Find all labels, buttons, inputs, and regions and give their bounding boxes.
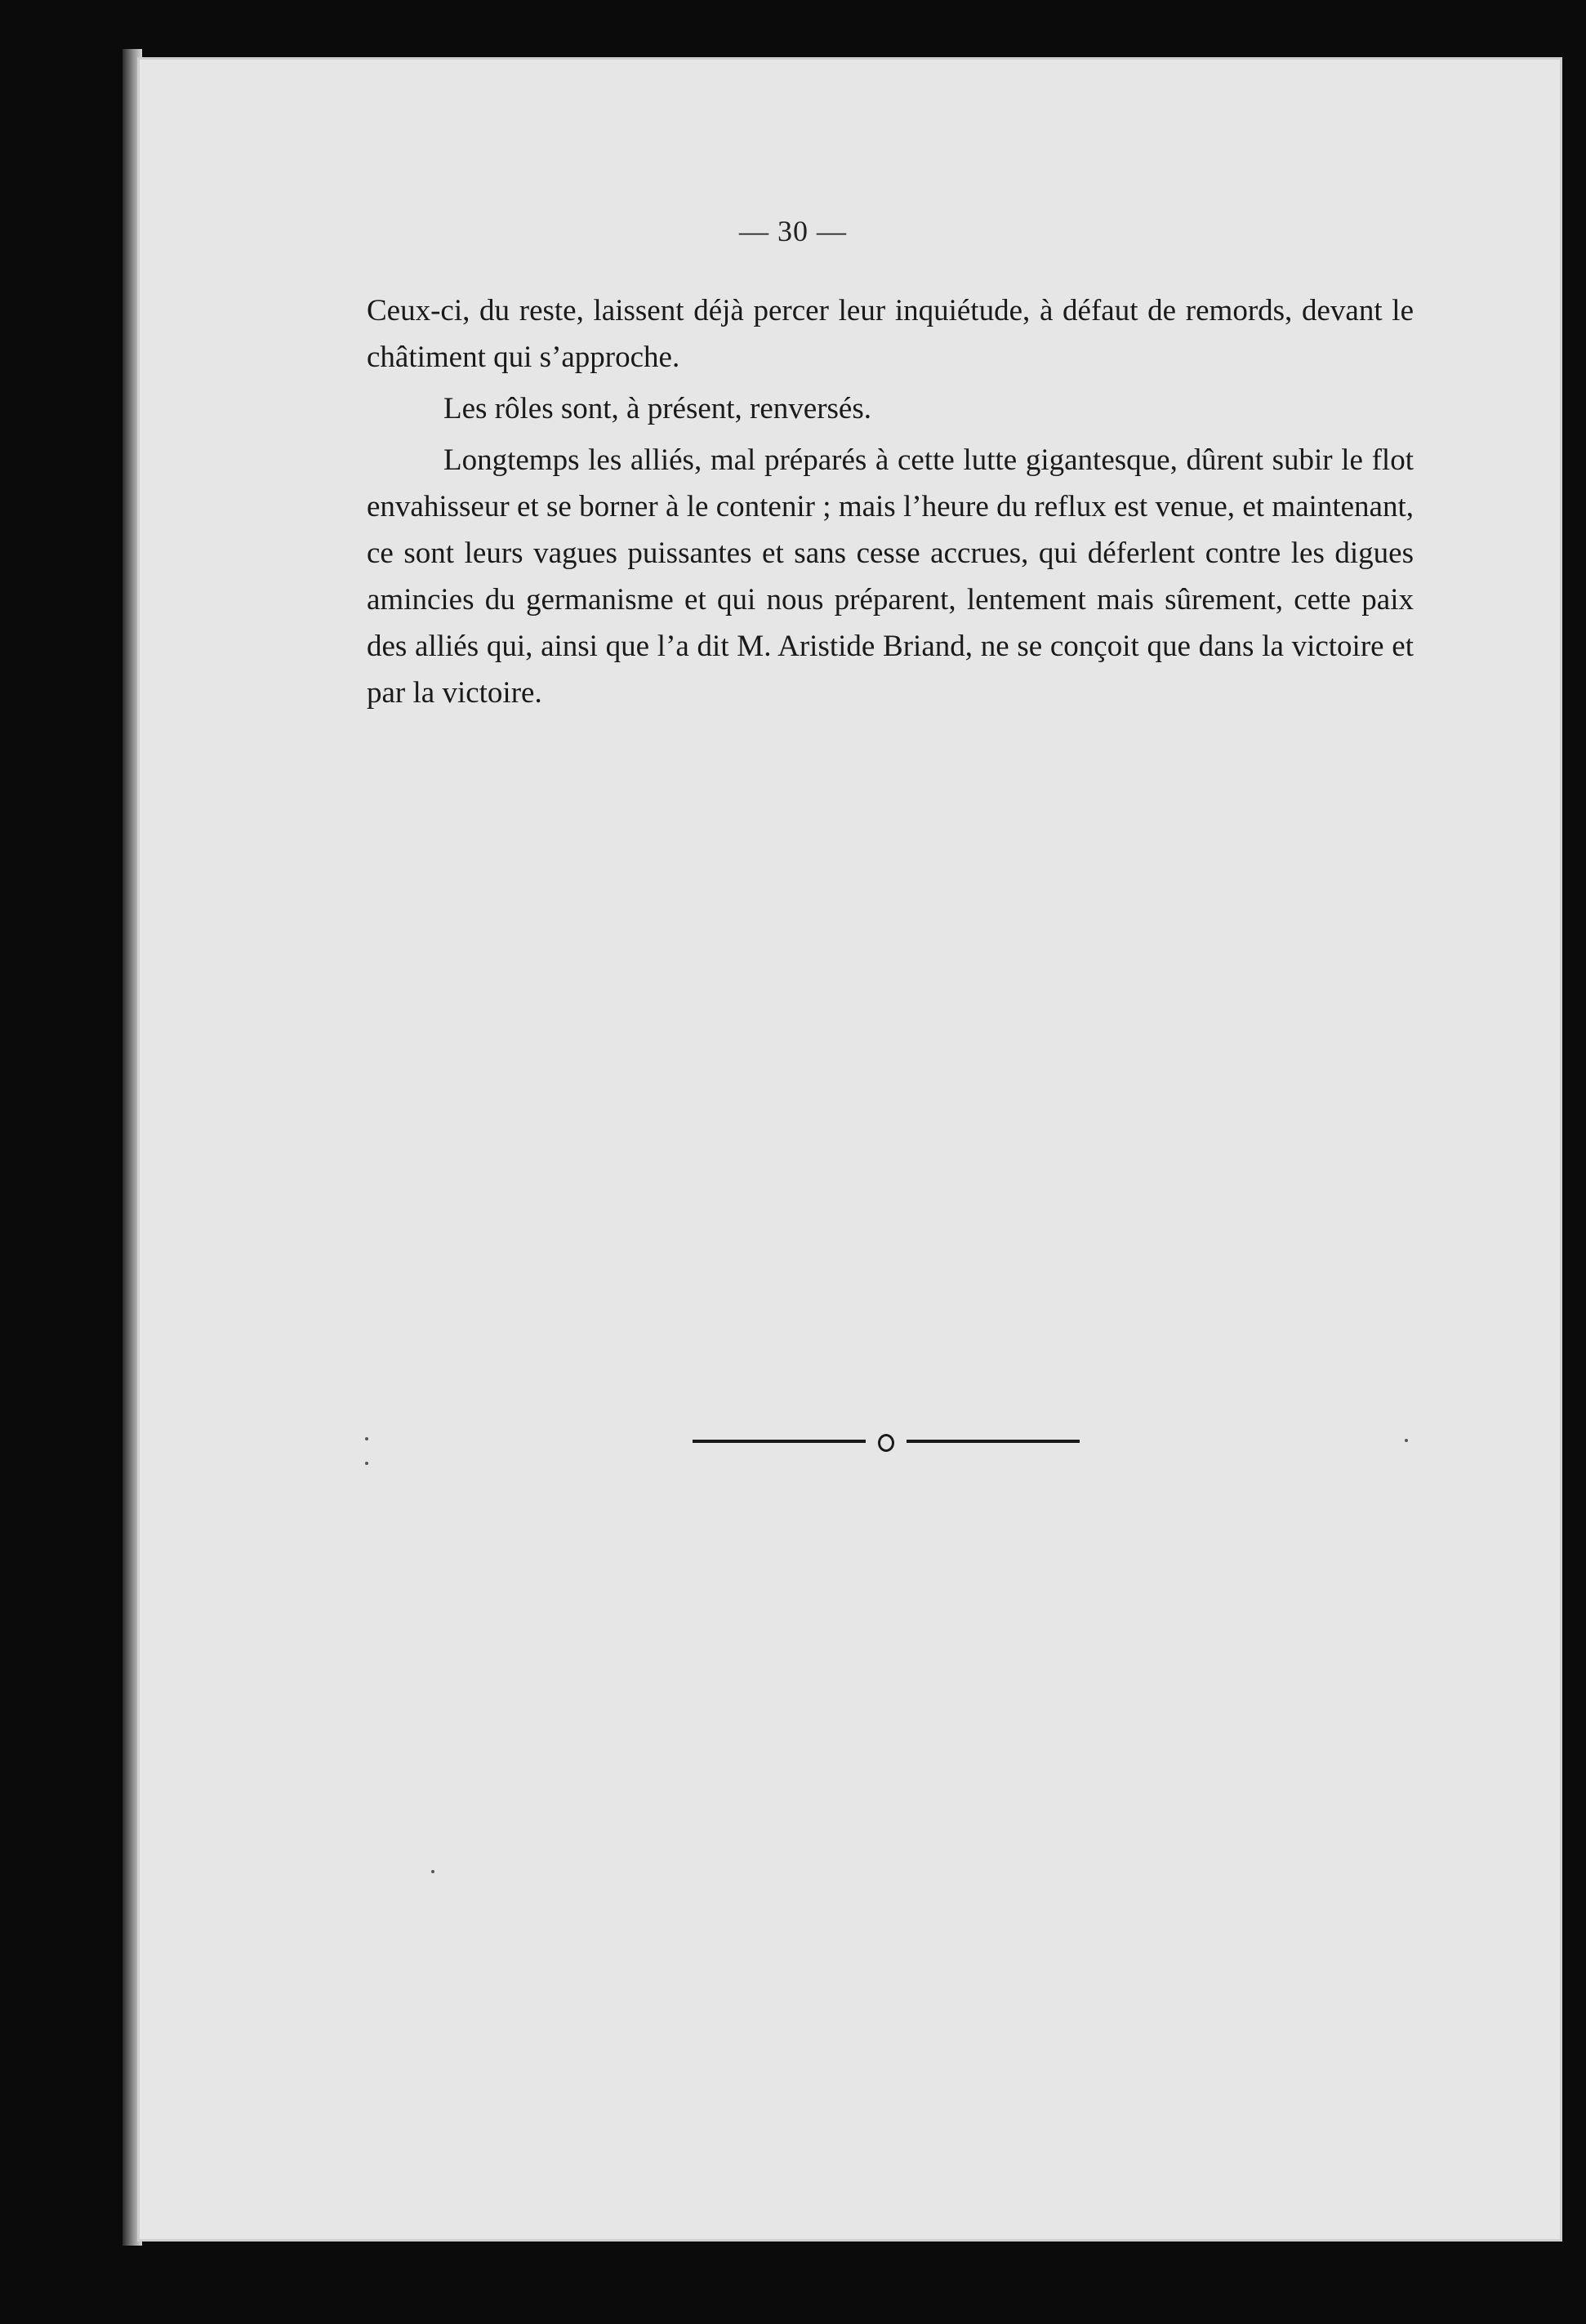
scan-speck [365,1462,368,1465]
body-text [367,287,1414,721]
ornament-rule-right [907,1440,1080,1443]
page-number: — 30 — [739,215,847,247]
paragraph-3: Longtemps les alliés, mal préparés à cette lutte gigantesque, dûrent subir le flot envahisseur et se borner à le contenir ; mais l’heure du reflux est venue, et maintenant, ce sont leurs vagues puissantes et sans cesse accrues, qui déferlent contre les digues amincies du germanisme et qui nous préparent, lentement mais sûrement, cette paix des alliés qui, ainsi que l’a dit M. Aristide Briand, ne se conçoit que dans la victoire et par la victoire. [367,443,1414,710]
scan-speck [365,1437,368,1440]
end-ornament [693,1431,1080,1452]
ornament-rule-left [693,1440,866,1443]
scan-speck [1405,1439,1408,1442]
ornament-circle-icon [878,1434,894,1452]
paragraph-2: Les rôles sont, à présent, renversés. [443,392,871,425]
scan-speck [431,1870,434,1873]
paragraph-1: Ceux-ci, du reste, laissent déjà percer leur inquiétude, à défaut de remords, devant le châtiment qui s’approche. [367,294,1414,374]
